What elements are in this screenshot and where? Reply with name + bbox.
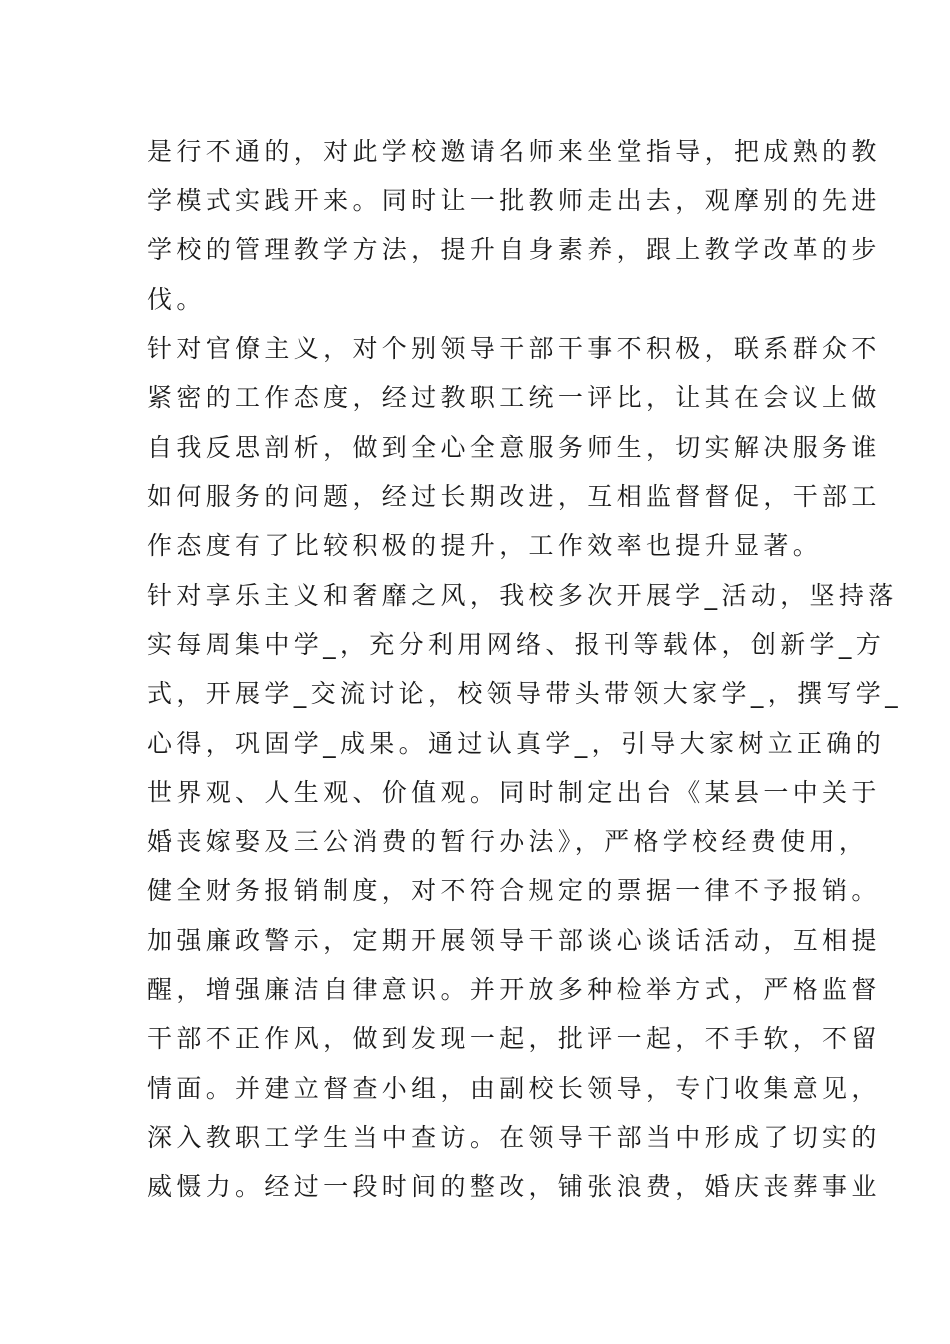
text-line-13: 心得，巩固学_成果。通过认真学_，引导大家树立正确的: [147, 729, 886, 758]
text-line-12: 式，开展学_交流讨论，校领导带头带领大家学_，撰写学_: [147, 679, 902, 708]
text-line-21: 深入教职工学生当中查访。在领导干部当中形成了切实的: [147, 1123, 881, 1152]
text-line-4: 伐。: [147, 285, 206, 314]
text-line-8: 如何服务的问题，经过长期改进，互相监督督促，干部工: [147, 482, 881, 511]
text-line-14: 世界观、人生观、价值观。同时制定出台《某县一中关于: [147, 778, 881, 807]
text-line-11: 实每周集中学_，充分利用网络、报刊等载体，创新学_方: [147, 630, 886, 659]
text-line-22: 威慑力。经过一段时间的整改，铺张浪费，婚庆丧葬事业: [147, 1172, 881, 1201]
text-line-18: 醒，增强廉洁自律意识。并开放多种检举方式，严格监督: [147, 975, 881, 1004]
text-line-9: 作态度有了比较积极的提升，工作效率也提升显著。: [147, 531, 823, 560]
text-line-7: 自我反思剖析，做到全心全意服务师生，切实解决服务谁: [147, 433, 881, 462]
text-line-15: 婚丧嫁娶及三公消费的暂行办法》，严格学校经费使用，: [147, 827, 869, 856]
text-line-3: 学校的管理教学方法，提升自身素养，跟上教学改革的步: [147, 235, 881, 264]
text-line-10: 针对享乐主义和奢靡之风，我校多次开展学_活动，坚持落: [147, 581, 898, 610]
text-line-16: 健全财务报销制度，对不符合规定的票据一律不予报销。: [147, 876, 881, 905]
text-line-5: 针对官僚主义，对个别领导干部干事不积极，联系群众不: [147, 334, 881, 363]
text-line-6: 紧密的工作态度，经过教职工统一评比，让其在会议上做: [147, 383, 881, 412]
text-line-1: 是行不通的，对此学校邀请名师来坐堂指导，把成熟的教: [147, 137, 881, 166]
text-line-2: 学模式实践开来。同时让一批教师走出去，观摩别的先进: [147, 186, 881, 215]
text-line-20: 情面。并建立督查小组，由副校长领导，专门收集意见，: [147, 1074, 881, 1103]
text-line-17: 加强廉政警示，定期开展领导干部谈心谈话活动，互相提: [147, 926, 881, 955]
text-line-19: 干部不正作风，做到发现一起，批评一起，不手软，不留: [147, 1024, 881, 1053]
